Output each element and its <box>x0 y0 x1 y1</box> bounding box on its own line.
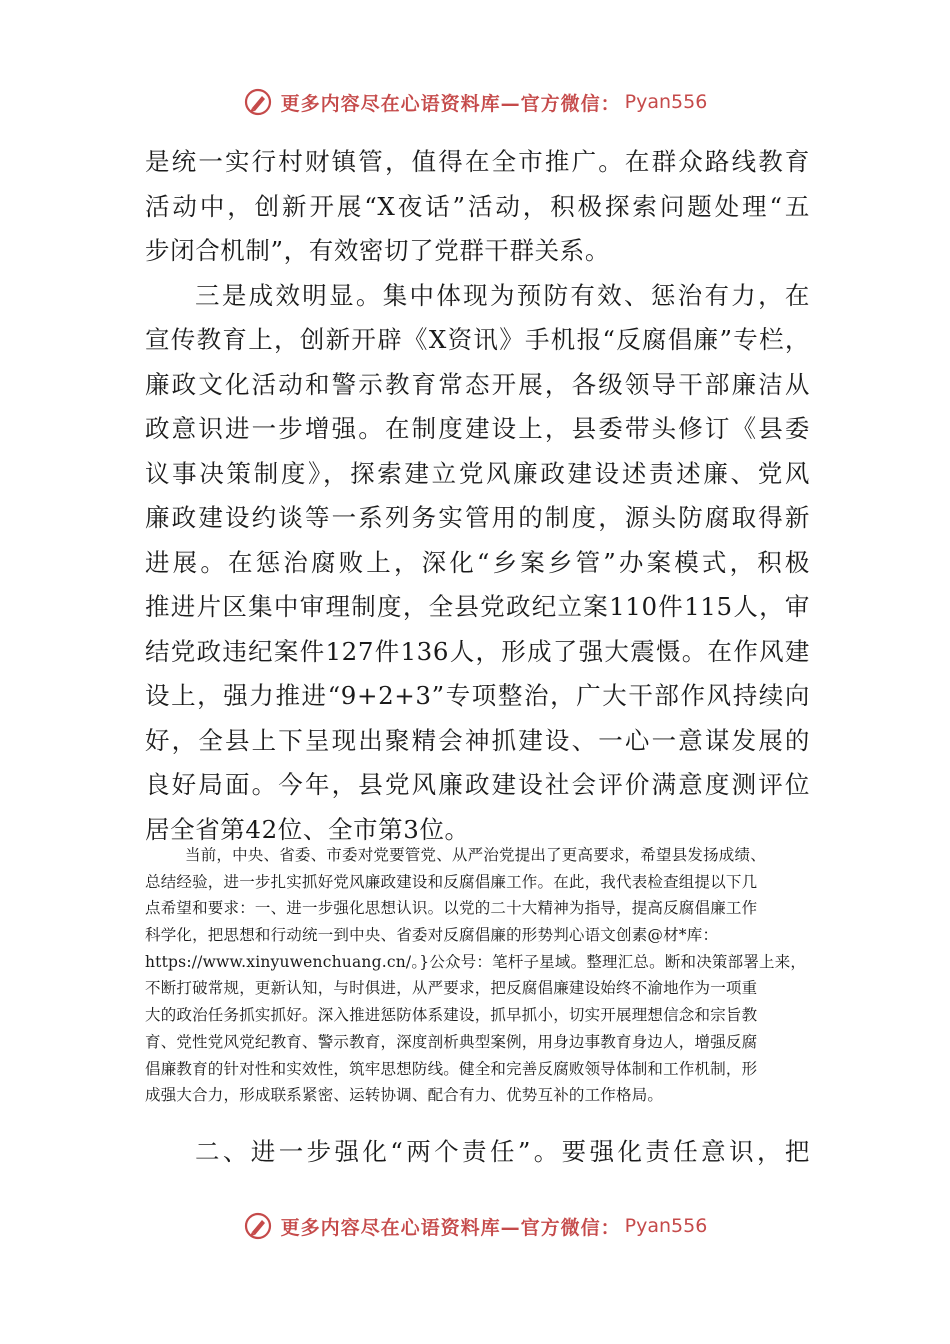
text-line: 育、党性党风党纪教育、警示教育，深度剖析典型案例，用身边事教育身边人，增强反腐 <box>145 1032 758 1051</box>
text-line: 议事决策制度》，探索建立党风廉政建设述责述廉、党风 <box>145 458 810 488</box>
footer-banner <box>0 1206 950 1246</box>
text-line: 是统一实行村财镇管，值得在全市推广。在群众路线教育 <box>145 147 810 176</box>
text-line: 点希望和要求：一、进一步强化思想认识。以党的二十大精神为指导，提高反腐倡廉工作 <box>145 899 758 918</box>
text-line: 成强大合力，形成联系紧密、运转协调、配合有力、优势互补的工作格局。 <box>145 1086 664 1105</box>
text-line: https://www.xinyuwenchuang.cn/。}公众号：笔杆子星域。整理汇总。断和决策部署上来， <box>145 952 807 971</box>
text-line: 好，全县上下呈现出聚精会神抓建设、一心一意谋发展的 <box>145 725 810 755</box>
text-line: 当前，中央、省委、市委对党要管党、从严治党提出了更高要求，希望县发扬成绩、 <box>185 846 766 864</box>
text-line: 宣传教育上，创新开辟《X资讯》手机报“反腐倡廉”专栏， <box>145 325 810 354</box>
text-line: 科学化，把思想和行动统一到中央、省委对反腐倡廉的形势判心语文创素@材*库： <box>145 926 719 945</box>
text-line: 良好局面。今年，县党风廉政建设社会评价满意度测评位 <box>145 770 810 799</box>
text-line: 大的政治任务抓实抓好。深入推进惩防体系建设，抓早抓小，切实开展理想信念和宗旨教 <box>145 1006 758 1025</box>
document-body <box>145 140 810 852</box>
text-line: 推进片区集中审理制度，全县党政纪立案110件115人，审 <box>145 592 810 621</box>
text-line: 三是成效明显。集中体现为预防有效、惩治有力，在 <box>195 280 810 310</box>
banner-text: 更多内容尽在心语资料库—官方微信： <box>280 92 621 115</box>
header-banner <box>0 82 950 122</box>
text-line: 进展。在惩治腐败上，深化“乡案乡管”办案模式，积极 <box>145 547 810 577</box>
banner-text: 更多内容尽在心语资料库—官方微信： <box>280 1216 621 1239</box>
pen-logo-icon <box>243 1211 273 1241</box>
paragraph-3 <box>145 842 810 1109</box>
text-line: 不断打破常规，更新认知，与时俱进，从严要求，把反腐倡廉建设始终不渝地作为一项重 <box>145 979 758 998</box>
text-line: 总结经验，进一步扎实抓好党风廉政建设和反腐倡廉工作。在此，我代表检查组提以下几 <box>145 872 758 891</box>
paragraph-4 <box>145 1130 810 1175</box>
text-line: 倡廉教育的针对性和实效性，筑牢思想防线。健全和完善反腐败领导体制和工作机制，形 <box>145 1059 758 1078</box>
text-line: 廉政建设约谈等一系列务实管用的制度，源头防腐取得新 <box>145 503 810 532</box>
pen-logo-icon <box>243 87 273 117</box>
text-line: 活动中，创新开展“X夜话”活动，积极探索问题处理“五 <box>145 191 810 221</box>
text-line: 二、进一步强化“两个责任”。要强化责任意识，把 <box>195 1137 810 1166</box>
text-line: 结党政违纪案件127件136人，形成了强大震慑。在作风建 <box>145 636 810 666</box>
banner-handle: Pyan556 <box>624 91 708 113</box>
text-line: 政意识进一步增强。在制度建设上，县委带头修订《县委 <box>145 414 810 443</box>
text-line: 步闭合机制”，有效密切了党群干群关系。 <box>145 236 610 265</box>
paragraph-1 <box>145 140 810 274</box>
text-line: 居全省第42位、全市第3位。 <box>145 814 470 844</box>
text-line: 设上，强力推进“9+2+3”专项整治，广大干部作风持续向 <box>145 681 810 710</box>
banner-handle: Pyan556 <box>624 1215 708 1237</box>
text-line: 廉政文化活动和警示教育常态开展，各级领导干部廉洁从 <box>145 369 810 399</box>
paragraph-2 <box>145 274 810 853</box>
